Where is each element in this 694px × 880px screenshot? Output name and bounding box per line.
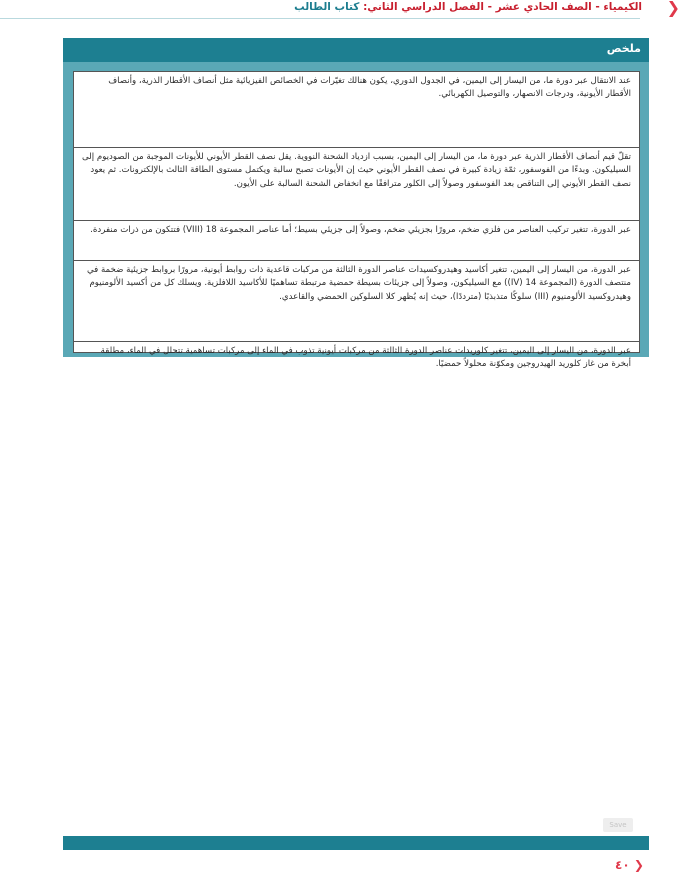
header-divider xyxy=(0,18,640,19)
header-book: كتاب الطالب xyxy=(294,1,360,13)
summary-item: عند الانتقال عبر دورة ما، من اليسار إلى اليمين، في الجدول الدوري، يكون هنالك تغيّرات في الخصائص الفيزيائية مثل أنصاف الأقطار الذرية، وأنصاف الأقطار الأيونية، ودرجات الانصهار، والتوصيل الكهربائي. xyxy=(74,72,639,148)
summary-table xyxy=(73,71,640,370)
summary-item: عبر الدورة، تتغير تركيب العناصر من فلزي ضخم، مرورًا بجزيئي ضخم، وصولاً إلى جزيئي بسيط؛ أما عناصر المجموعة 18 (VIII) فتتكون من ذرات منفردة. xyxy=(74,221,639,261)
back-chevron-icon[interactable]: ❮ xyxy=(666,0,680,17)
page-number: ٤٠ xyxy=(615,858,630,872)
summary-item: عبر الدورة، من اليسار إلى اليمين، تتغير أكاسيد وهيدروكسيدات عناصر الدورة الثالثة من مركبات قاعدية ذات روابط أيونية، مرورًا بروابط جزيئية ضخمة في منتصف الدورة (المجموعة 14 (IV)) مع السيليكون، وصولاً إلى جزيئات بسيطة حمضية مرتبطة تساهميًا للأكاسيد اللافلزية. ويسلك كل من أكسيد الألومنيوم وهيدروكسيد الألومنيوم (III) سلوكًا متذبذبًا (مترددًا)، حيث إنه يُظهر كلا السلوكين الحمضي والقاعدي. xyxy=(74,261,639,342)
prev-chevron-icon[interactable]: ❮ xyxy=(633,858,644,872)
header-subject: الكيمياء - الصف الحادي عشر - الفصل الدراسي الثاني: xyxy=(363,1,642,13)
summary-panel xyxy=(63,38,649,370)
summary-item: عبر الدورة، من اليسار إلى اليمين، تتغير كلوريدات عناصر الدورة الثالثة من مركبات أيونية تذوب في الماء إلى مركبات تساهمية تتحلل في الماء، مطلقة أبخرة من غاز كلوريد الهيدروجين ومكوّنة محلولاً حمضيًا. xyxy=(100,346,631,370)
page-header-title xyxy=(294,1,642,13)
summary-header xyxy=(63,38,649,62)
footer-bar xyxy=(63,836,649,850)
save-button[interactable]: Save xyxy=(603,818,633,832)
page-number-nav[interactable] xyxy=(615,858,644,872)
page-header xyxy=(0,0,694,18)
summary-item: تقلّ قيم أنصاف الأقطار الذرية عبر دورة ما، من اليسار إلى اليمين، بسبب ازدياد الشحنة النووية. يقل نصف القطر الأيوني للأيونات الموجبة من الصوديوم إلى السيليكون. وبدءًا من الفوسفور، ثمّة زيادة كبيرة في نصف القطر الأيوني حيث إن الأيونات تصبح سالبة ويكتمل مستوى الطاقة الثالث بالإلكترونات. ثم يعود نصف القطر الأيوني إلى التناقص بعد الفوسفور وصولاً إلى الكلور مترافقًا مع انخفاض الشحنة السالبة على الأيون. xyxy=(74,148,639,221)
summary-title: ملخص xyxy=(606,42,641,55)
